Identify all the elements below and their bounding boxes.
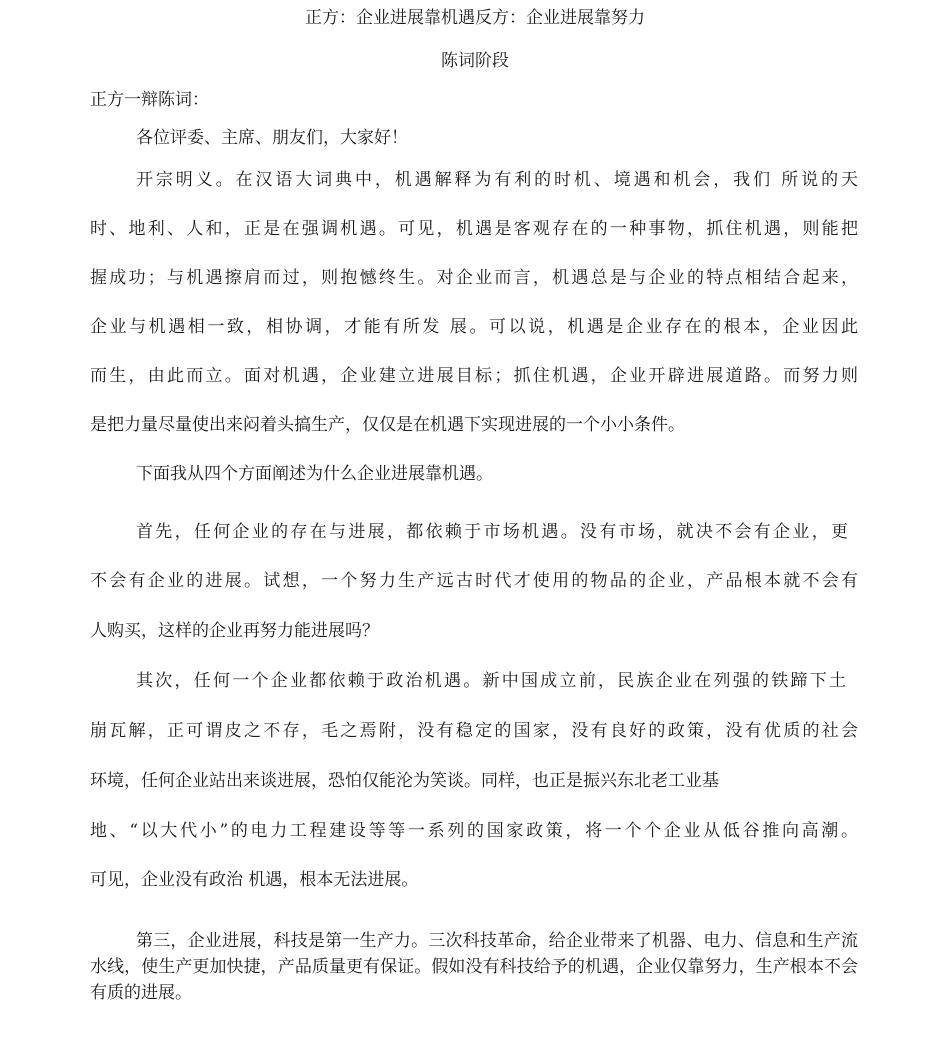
paragraph-line: 不会有企业的进展。试想，一个努力生产远古时代才使用的物品的企业，产品根本就不会有 bbox=[90, 571, 858, 591]
paragraph-line: 地、“以大代小”的电力工程建设等等一系列的国家政策，将一个个企业从低谷推向高潮。 bbox=[90, 821, 858, 841]
paragraph-line: 首先，任何企业的存在与进展，都依赖于市场机遇。没有市场，就决不会有企业，更 bbox=[136, 522, 848, 542]
paragraph-line: 可见，企业没有政治 机遇，根本无法进展。 bbox=[90, 870, 419, 890]
paragraph-line: 是把力量尽量使出来闷着头搞生产，仅仅是在机遇下实现进展的一个小小条件。 bbox=[90, 415, 685, 435]
paragraph-line: 开宗明义。在汉语大词典中，机遇解释为有利的时机、境遇和机会，我们 所说的天 bbox=[136, 170, 858, 190]
paragraph-line: 企业与机遇相一致，相协调，才能有所发 展。可以说，机遇是企业存在的根本，企业因此 bbox=[90, 317, 858, 337]
stage-heading: 陈词阶段 bbox=[441, 51, 509, 71]
paragraph-line: 其次，任何一个企业都依赖于政治机遇。新中国成立前，民族企业在列强的铁蹄下土 bbox=[136, 671, 846, 691]
speaker-label: 正方一辩陈词： bbox=[90, 90, 209, 110]
paragraph-line: 握成功；与机遇擦肩而过，则抱憾终生。对企业而言，机遇总是与企业的特点相结合起来， bbox=[90, 268, 858, 288]
paragraph-line: 环境，任何企业站出来谈进展，恐怕仅能沦为笑谈。同样，也正是振兴东北老工业基 bbox=[90, 771, 719, 791]
greeting: 各位评委、主席、朋友们，大家好！ bbox=[136, 128, 408, 148]
paragraph-line: 时、地利、人和，正是在强调机遇。可见，机遇是客观存在的一种事物，抓住机遇，则能把 bbox=[90, 219, 858, 239]
debate-title: 正方：企业进展靠机遇反方：企业进展靠努力 bbox=[305, 8, 645, 28]
paragraph-line: 崩瓦解，正可谓皮之不存，毛之焉附，没有稳定的国家，没有良好的政策，没有优质的社会 bbox=[90, 721, 858, 741]
paragraph-line: 而生，由此而立。面对机遇，企业建立进展目标；抓住机遇，企业开辟进展道路。而努力则 bbox=[90, 366, 858, 386]
paragraph-line: 下面我从四个方面阐述为什么企业进展靠机遇。 bbox=[136, 464, 493, 484]
paragraph: 第三，企业进展，科技是第一生产力。三次科技革命，给企业带来了机器、电力、信息和生产流水线，使生产更加快捷，产品质量更有保证。假如没有科技给予的机遇，企业仅靠努力，生产根本不会有质的进展。 bbox=[90, 931, 858, 1003]
paragraph-line: 人购买，这样的企业再努力能进展吗？ bbox=[90, 621, 379, 641]
